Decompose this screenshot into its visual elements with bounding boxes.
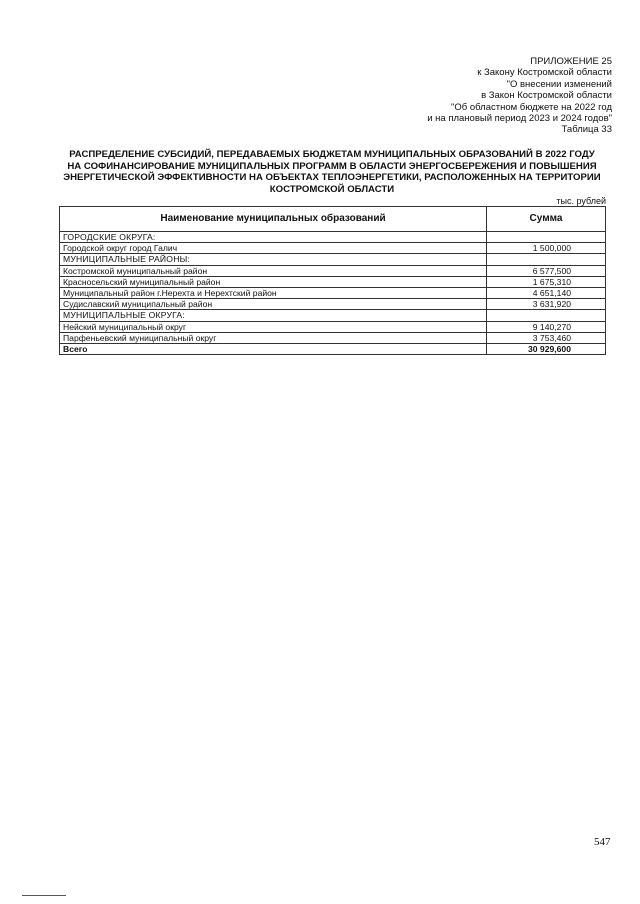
total-name: Всего xyxy=(60,344,487,355)
title-line-4: КОСТРОМСКОЙ ОБЛАСТИ xyxy=(269,183,395,195)
title-line-1: РАСПРЕДЕЛЕНИЕ СУБСИДИЙ, ПЕРЕДАВАЕМЫХ БЮДЖЕТАМ МУНИЦИПАЛЬНЫХ ОБРАЗОВАНИЙ В 2022 ГОДУ xyxy=(69,149,595,160)
header-name: Наименование муниципальных образований xyxy=(60,207,487,232)
row-sum: 1 500,000 xyxy=(487,243,606,254)
row-name: МУНИЦИПАЛЬНЫЕ РАЙОНЫ: xyxy=(60,254,487,265)
table-number: Таблица 33 xyxy=(561,124,612,136)
title-line-3: ЭНЕРГЕТИЧЕСКОЙ ЭФФЕКТИВНОСТИ НА ОБЪЕКТАХ ТЕПЛОЭНЕРГЕТИКИ, РАСПОЛОЖЕННЫХ НА ТЕРРИТОРИИ xyxy=(63,172,601,184)
table-header-row xyxy=(60,207,606,232)
row-name: Городской округ город Галич xyxy=(60,243,487,254)
table-row xyxy=(60,288,606,299)
table-row xyxy=(60,243,606,254)
row-sum: 3 631,920 xyxy=(487,299,606,310)
row-name: Нейский муниципальный округ xyxy=(60,321,487,332)
appendix-line-6: и на плановый период 2023 и 2024 годов" xyxy=(427,113,612,125)
appendix-line-4: в Закон Костромской области xyxy=(481,90,612,102)
row-name: МУНИЦИПАЛЬНЫЕ ОКРУГА: xyxy=(60,310,487,321)
row-sum: 9 140,270 xyxy=(487,321,606,332)
appendix-header xyxy=(292,56,612,136)
row-sum xyxy=(487,310,606,321)
appendix-line-5: "Об областном бюджете на 2022 год xyxy=(451,101,612,113)
row-sum: 6 577,500 xyxy=(487,265,606,276)
units-label: тыс. рублей xyxy=(556,196,606,206)
scan-mark-line xyxy=(22,895,66,896)
table-row xyxy=(60,299,606,310)
table-row-group xyxy=(60,310,606,321)
appendix-line-2: к Закону Костромской области xyxy=(477,67,612,79)
table-row xyxy=(60,276,606,287)
row-name: Костромской муниципальный район xyxy=(60,265,487,276)
row-name: Парфеньевский муниципальный округ xyxy=(60,332,487,343)
row-sum: 3 753,460 xyxy=(487,332,606,343)
row-name: ГОРОДСКИЕ ОКРУГА: xyxy=(60,232,487,243)
row-name: Красносельский муниципальный район xyxy=(60,276,487,287)
document-title xyxy=(56,149,608,195)
table-row xyxy=(60,321,606,332)
table-row-group xyxy=(60,254,606,265)
appendix-line-3: "О внесении изменений xyxy=(506,78,612,90)
row-sum xyxy=(487,254,606,265)
row-sum: 1 675,310 xyxy=(487,276,606,287)
row-sum xyxy=(487,232,606,243)
appendix-line-1: ПРИЛОЖЕНИЕ 25 xyxy=(530,56,612,67)
header-sum: Сумма xyxy=(487,207,606,232)
page-number: 547 xyxy=(594,836,611,848)
table-row-total xyxy=(60,344,606,355)
title-line-2: НА СОФИНАНСИРОВАНИЕ МУНИЦИПАЛЬНЫХ ПРОГРАММ В ОБЛАСТИ ЭНЕРГОСБЕРЕЖЕНИЯ И ПОВЫШЕНИЯ xyxy=(67,160,597,172)
row-name: Муниципальный район г.Нерехта и Нерехтский район xyxy=(60,288,487,299)
table-row-group xyxy=(60,232,606,243)
table-row xyxy=(60,332,606,343)
subsidy-table xyxy=(59,206,606,355)
total-sum: 30 929,600 xyxy=(487,344,606,355)
table-row xyxy=(60,265,606,276)
row-name: Судиславский муниципальный район xyxy=(60,299,487,310)
row-sum: 4 651,140 xyxy=(487,288,606,299)
